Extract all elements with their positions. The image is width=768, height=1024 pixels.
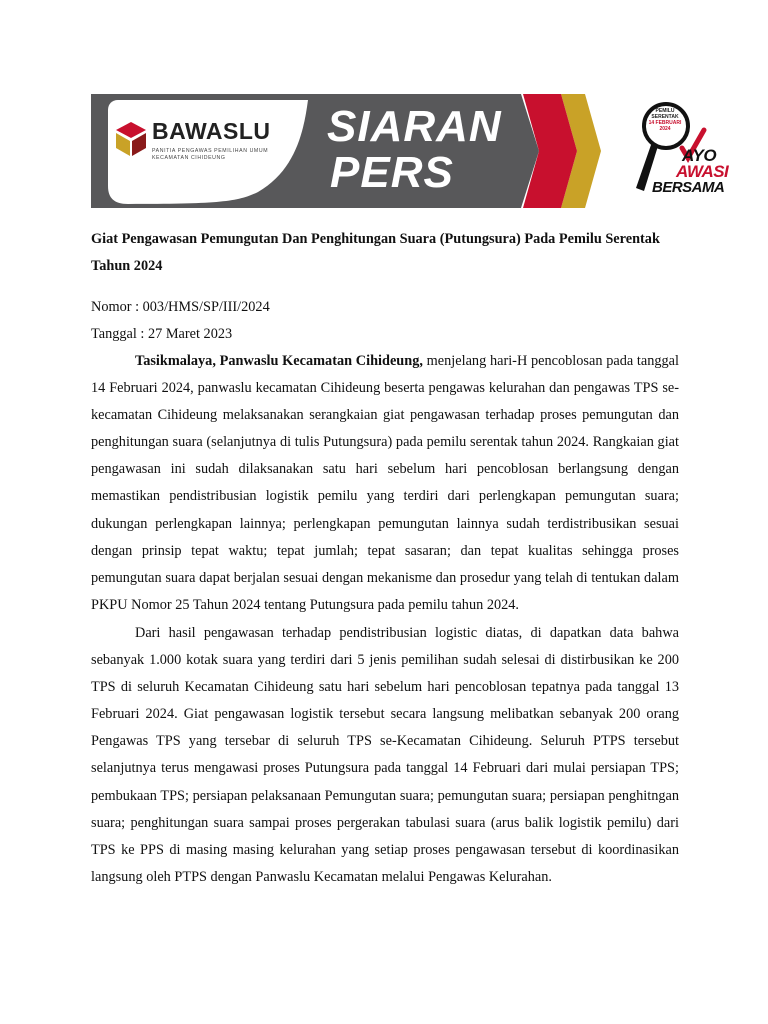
- paragraph-2: Dari hasil pengawasan terhadap pendistribusian logistic diatas, di dapatkan data bahwa sebanyak 1.000 kotak suara yang terdiri dari 5 jenis pemilihan sudah selesai di distirbusikan ke 200 TPS di seluruh Kecamatan Cihideung satu hari sebelum hari pencoblosan tepatnya pada tanggal 13 Februari 2024. Giat pengawasan logistik tersebut secara langsung melibatkan sebanyak 200 orang Pengawas TPS yang tersebar di seluruh TPS se-Kecamatan Cihideung. Seluruh PTPS tersebut selanjutnya terus mengawasi proses Putungsura pada tanggal 14 Februari dari mulai persiapan TPS; pembukaan TPS; persiapan pelaksanaan Pemungutan suara; pemungutan suara; persiapan penghitngan suara; penghitungan suara sampai proses pergerakan tabulasi suara (arus balik logistik pemilu) dari TPS ke PPS di masing masing kelurahan yang setiap proses pengawasan tersebut di koordinasikan langsung oleh PTPS dengan Panwaslu Kecamatan melalui Pengawas Kelurahan.: [91, 624, 679, 885]
- slogan-ayo: AYO: [682, 146, 717, 165]
- badge-lens-line1: PEMILU: [655, 108, 675, 114]
- badge-lens-text: [645, 108, 685, 132]
- document-date: Tanggal : 27 Maret 2023: [91, 326, 233, 342]
- paragraph-1-body: menjelang hari-H pencoblosan pada tanggal 14 Februari 2024, panwaslu kecamatan Cihideung beserta pengawas kelurahan dan pengawas TPS se-kecamatan Cihideung melaksanakan serangkaian giat pengawasan terhadap proses pemungutan dan penghitungan suara (selanjutnya di tulis Putungsura) pada pemilu serentak tahun 2024. Rangkaian giat pengawasan ini sudah dilaksanakan satu hari sebelum hari pencoblosan berlangsung dengan memastikan pendistribusian logistik pemilu yang terdiri dari perlengkapan pemungutan suara; dukungan perlengkapan lainnya; perlengkapan pemungutan lainnya sudah terdistribusikan sesuai dengan prinsip tepat waktu; tepat jumlah; tepat sasaran; dan tepat kualitas sehingga proses pemungutan suara dapat berjalan sesuai dengan mekanisme dan prosedur yang telah di tentukan dalam PKPU Nomor 25 Tahun 2024 tentang Putungsura pada pemilu tahun 2024.: [91, 353, 680, 613]
- org-subtitle: PANITIA PENGAWAS PEMILIHAN UMUM KECAMATAN CIHIDEUNG: [152, 148, 269, 161]
- document-title: Giat Pengawasan Pemungutan Dan Penghitungan Suara (Putungsura) Pada Pemilu Serentak Tahun 2024: [91, 231, 660, 274]
- headline-pers: PERS: [330, 148, 454, 197]
- slogan-awasi: AWASI: [676, 162, 729, 181]
- document-meta: [91, 294, 679, 348]
- bawaslu-emblem-icon: [114, 120, 148, 158]
- paragraph-1: [91, 348, 679, 619]
- badge-lens-line2: SERENTAK: [651, 114, 679, 120]
- badge-slogan: [652, 146, 729, 196]
- badge-lens-line3: 14 FEBRUARI: [648, 120, 682, 126]
- bawaslu-logo: [108, 106, 298, 190]
- org-name: BAWASLU: [152, 118, 271, 144]
- press-release-body: [91, 226, 679, 891]
- document-number: Nomor : 003/HMS/SP/III/2024: [91, 299, 270, 315]
- paragraph-1-lead: Tasikmalaya, Panwaslu Kecamatan Cihideung,: [135, 353, 423, 369]
- slogan-bersama: BERSAMA: [652, 179, 725, 196]
- badge-lens-line4: 2024: [659, 126, 671, 132]
- headline-siaran: SIARAN: [327, 102, 502, 151]
